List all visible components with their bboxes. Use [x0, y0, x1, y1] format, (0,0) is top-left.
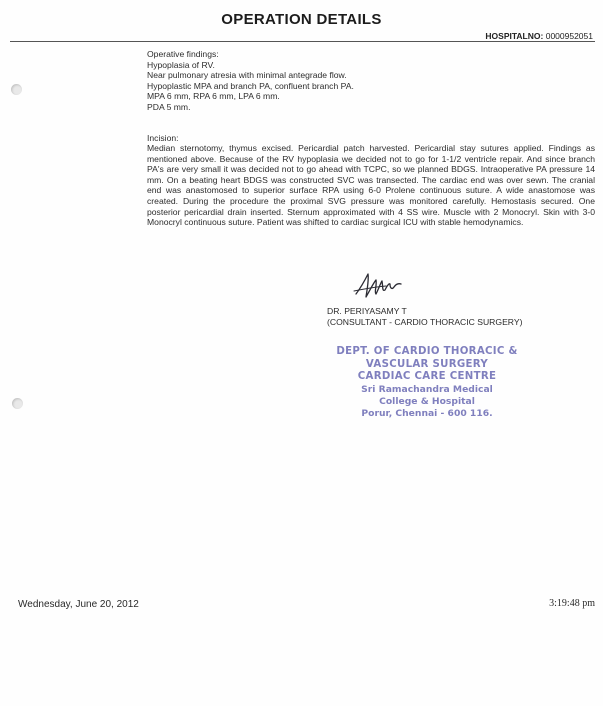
- signature-scribble: [352, 270, 404, 300]
- stamp-line: CARDIAC CARE CENTRE: [357, 371, 497, 383]
- hospital-number: [485, 31, 593, 41]
- stamp-line: College & Hospital: [379, 396, 475, 408]
- signer-designation: (CONSULTANT - CARDIO THORACIC SURGERY): [327, 317, 523, 327]
- punch-hole-top: [11, 84, 22, 95]
- operative-findings-section: [147, 49, 595, 113]
- finding-line: Hypoplastic MPA and branch PA, confluent branch PA.: [147, 80, 354, 91]
- header-divider: [10, 41, 595, 42]
- incision-text: Median sternotomy, thymus excised. Pericardial patch harvested. Pericardial stay sutures applied. Findings as mentioned above. Because of the RV hypoplasia we decided not to go for 1-1/2 ventricle repair. And since branch PA's are very small it was decided not to go ahead with TCPC, so we planned BDGS. Intraoperative PA pressure 14 mm. On a beating heart BDGS was constructed SVC was transected. The cardiac end was over sewn. The cranial end was anastomosed to superior surface RPA using 6-0 Prolene continuous suture. A wide anastomose was created. During the procedure the proximal SVG pressure was monitored carefully. Hemostasis secured. One posterior pericardial drain inserted. Sternum approximated with 4 SS wire. Muscle with 2 Monocryl. Skin with 3-0 Monocryl continuous suture. Patient was shifted to cardiac surgical ICU with stable hemodynamics.: [147, 143, 595, 228]
- stamp-line: Porur, Chennai - 600 116.: [361, 408, 493, 420]
- finding-line: MPA 6 mm, RPA 6 mm, LPA 6 mm.: [147, 91, 280, 102]
- page-title: OPERATION DETAILS: [221, 11, 382, 28]
- incision-heading: Incision:: [147, 133, 179, 143]
- department-stamp: [318, 346, 536, 421]
- stamp-line: DEPT. OF CARDIO THORACIC &: [336, 346, 518, 357]
- finding-line: Near pulmonary atresia with minimal antegrade flow.: [147, 70, 347, 81]
- operative-findings-heading: Operative findings:: [147, 49, 219, 59]
- finding-line: Hypoplasia of RV.: [147, 59, 215, 70]
- signer-name: DR. PERIYASAMY T: [327, 306, 407, 316]
- footer-date: Wednesday, June 20, 2012: [18, 599, 139, 610]
- punch-hole-middle: [12, 398, 23, 409]
- footer-time: 3:19:48 pm: [549, 598, 595, 609]
- hospital-number-label: HOSPITALNO:: [485, 31, 544, 41]
- stamp-line: VASCULAR SURGERY: [365, 358, 489, 370]
- stamp-line: Sri Ramachandra Medical: [361, 383, 493, 395]
- hospital-number-value: 0000952051: [545, 31, 593, 41]
- finding-line: PDA 5 mm.: [147, 101, 191, 112]
